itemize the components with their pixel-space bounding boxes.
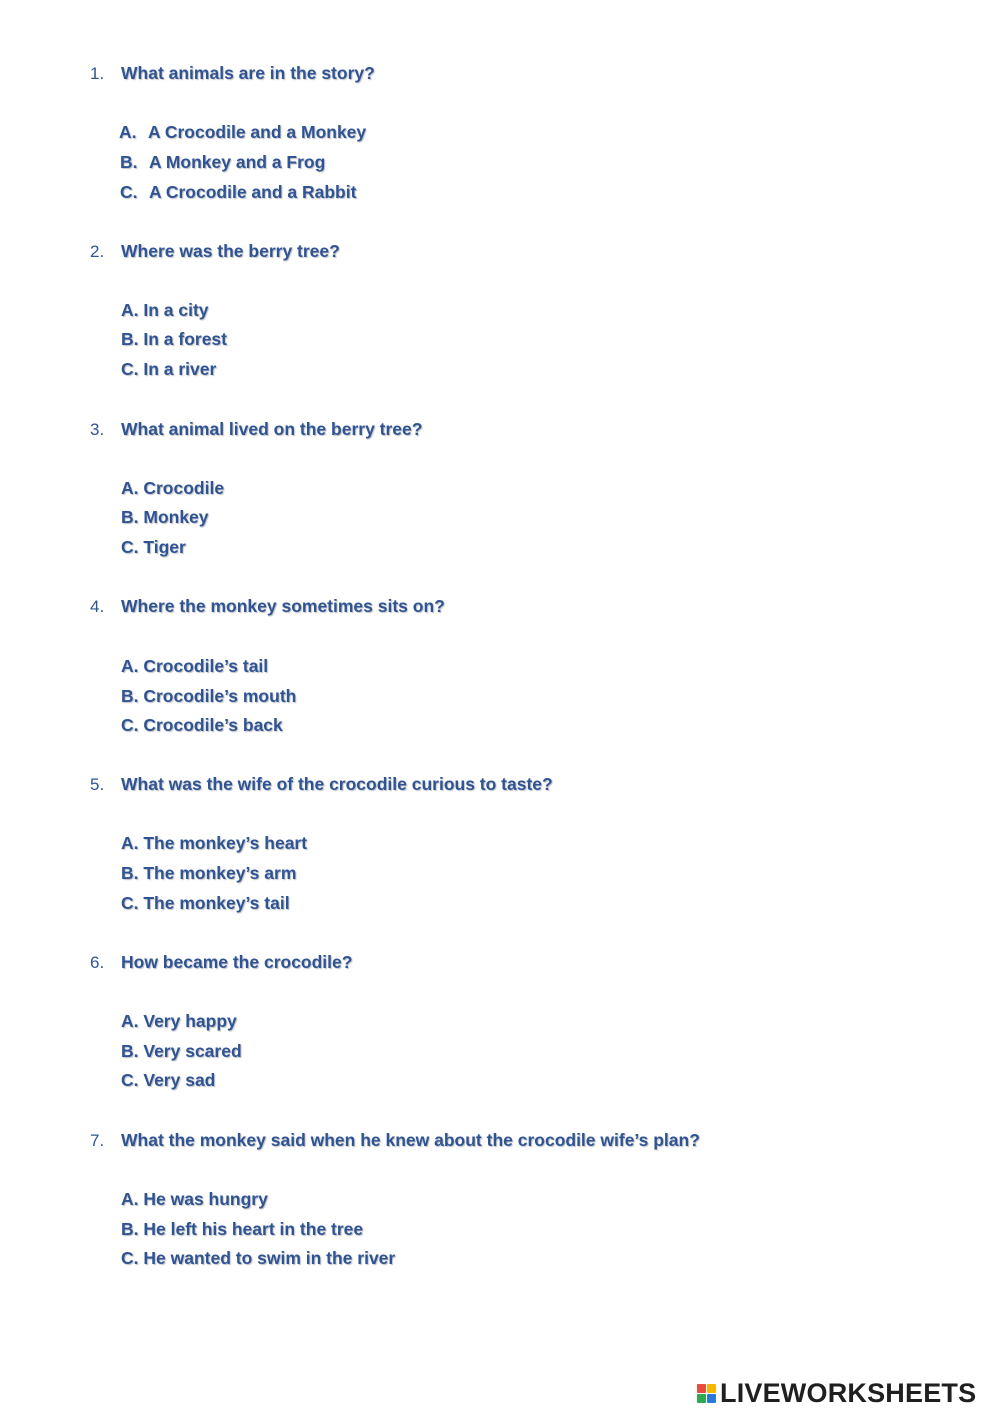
option-b[interactable]: B. The monkey’s arm: [121, 863, 297, 883]
question-text: What the monkey said when he knew about the crocodile wife’s plan?: [121, 1130, 700, 1150]
option-c[interactable]: C. Tiger: [121, 537, 186, 557]
option-c[interactable]: C. In a river: [121, 359, 217, 379]
question-3-line: [90, 419, 422, 443]
question-number: 5.: [90, 775, 105, 794]
option-letter: A.: [119, 122, 137, 142]
option-a[interactable]: A. Crocodile: [121, 478, 225, 498]
option-a[interactable]: A. Crocodile’s tail: [121, 656, 269, 676]
question-6-line: [90, 952, 352, 976]
logo-square-green: [697, 1394, 706, 1403]
option-c[interactable]: C. Very sad: [121, 1070, 216, 1090]
option-a[interactable]: A. Very happy: [121, 1011, 237, 1031]
question-number: 1.: [90, 64, 105, 83]
question-text: Where the monkey sometimes sits on?: [121, 596, 445, 616]
question-4-line: [90, 596, 445, 620]
question-number: 4.: [90, 597, 105, 616]
option-text: A Crocodile and a Monkey: [148, 122, 367, 142]
question-number: 6.: [90, 953, 105, 972]
logo-square-yellow: [707, 1384, 716, 1393]
option-b[interactable]: B. Monkey: [121, 507, 209, 527]
option-a[interactable]: A. In a city: [121, 300, 209, 320]
option-a[interactable]: A. The monkey’s heart: [121, 833, 308, 853]
liveworksheets-logo: [697, 1377, 977, 1408]
option-b[interactable]: B. In a forest: [121, 329, 227, 349]
option-b[interactable]: [120, 152, 325, 173]
option-b[interactable]: B. Very scared: [121, 1041, 242, 1061]
option-letter: B.: [120, 152, 138, 172]
option-text: A Crocodile and a Rabbit: [149, 182, 357, 202]
logo-text: LIVEWORKSHEETS: [720, 1377, 977, 1408]
option-letter: C.: [120, 182, 138, 202]
option-a[interactable]: [119, 122, 366, 143]
question-number: 7.: [90, 1131, 105, 1150]
question-text: What was the wife of the crocodile curious to taste?: [121, 774, 553, 794]
option-b[interactable]: B. Crocodile’s mouth: [121, 686, 297, 706]
question-5-line: [90, 774, 553, 798]
liveworksheets-logo-icon: [697, 1384, 716, 1403]
question-text: What animals are in the story?: [121, 63, 375, 83]
question-text: What animal lived on the berry tree?: [121, 419, 423, 439]
question-text: Where was the berry tree?: [121, 241, 340, 261]
option-c[interactable]: C. The monkey’s tail: [121, 893, 290, 913]
question-number: 2.: [90, 242, 105, 261]
question-number: 3.: [90, 420, 105, 439]
option-a[interactable]: A. He was hungry: [121, 1189, 268, 1209]
question-1-line: [90, 63, 375, 87]
question-text: How became the crocodile?: [121, 952, 353, 972]
option-c[interactable]: C. Crocodile’s back: [121, 715, 283, 735]
option-c[interactable]: C. He wanted to swim in the river: [121, 1248, 396, 1268]
option-c[interactable]: [120, 182, 356, 203]
option-text: A Monkey and a Frog: [149, 152, 326, 172]
question-2-line: [90, 241, 340, 265]
logo-square-red: [697, 1384, 706, 1393]
logo-square-blue: [707, 1394, 716, 1403]
question-7-line: [90, 1130, 700, 1154]
option-b[interactable]: B. He left his heart in the tree: [121, 1219, 364, 1239]
